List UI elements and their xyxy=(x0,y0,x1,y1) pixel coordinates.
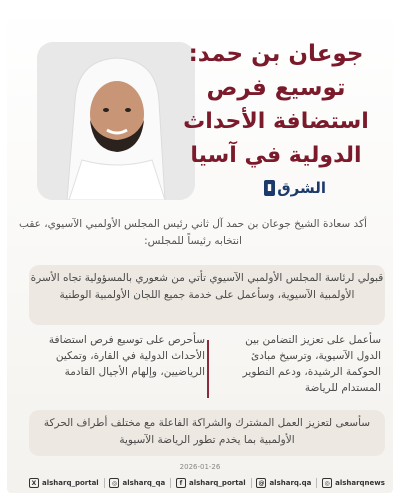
quote-box-2: سأسعى لتعزيز العمل المشترك والشراكة الفاعلة مع مختلف أطراف الحركة الأولمبية بما يخدم تطور الرياضة الآسيوية xyxy=(29,410,385,456)
column-divider xyxy=(207,340,209,398)
footer-separator xyxy=(170,478,171,488)
instagram-icon: ◎ xyxy=(322,478,332,488)
facebook-icon: f xyxy=(176,478,186,488)
publish-date: 2026-01-26 xyxy=(179,463,221,471)
quote-right-column: سأعمل على تعزيز التضامن بين الدول الآسيوية، وترسيخ مبادئ الحوكمة الرشيدة، ودعم التطوير المستدام للرياضة xyxy=(242,334,381,394)
two-column-quotes xyxy=(29,332,385,407)
threads-icon: @ xyxy=(258,479,265,487)
social-handle-label: alsharq_qa xyxy=(122,479,166,487)
social-handle-instagram-news[interactable] xyxy=(322,478,385,488)
footer-separator xyxy=(316,478,317,488)
logo-text: الشرق xyxy=(277,179,326,197)
headline-line-4: الدولية في آسيا xyxy=(190,143,362,168)
social-handle-facebook[interactable] xyxy=(176,478,246,488)
social-handle-instagram[interactable] xyxy=(109,478,165,488)
headline xyxy=(181,37,371,173)
social-handle-label: alsharq_portal xyxy=(188,479,246,487)
footer-separator xyxy=(251,478,252,488)
social-footer xyxy=(29,475,385,491)
social-handle-threads[interactable] xyxy=(256,478,311,488)
infographic-card xyxy=(7,7,393,493)
logo-mark-icon: ▮ xyxy=(264,180,275,196)
social-handle-label: alsharq.qa xyxy=(269,479,312,487)
portrait-photo xyxy=(37,42,195,200)
instagram-icon: ◎ xyxy=(109,478,119,488)
social-handle-label: alsharq_portal xyxy=(42,479,99,487)
x-icon: X xyxy=(29,478,39,488)
headline-line-2: توسيع فرص xyxy=(206,75,346,101)
headline-line-3: استضافة الأحداث xyxy=(183,109,369,134)
social-handle-x[interactable] xyxy=(29,478,99,488)
alsharq-logo xyxy=(264,175,326,201)
quote-box-1: قبولي لرئاسة المجلس الأولمبي الآسيوي تأتي من شعوري بالمسؤولية تجاه الأسرة الأولمبية الآسيوية، وسأعمل على خدمة جميع اللجان الأولمبية الوطنية xyxy=(29,265,385,325)
social-handle-label: alsharqnews xyxy=(335,479,385,487)
quote-left-column: سأحرص على توسيع فرص استضافة الأحداث الدولية في القارة، وتمكين الرياضيين، وإلهام الأجيال القادمة xyxy=(48,334,205,378)
footer-separator xyxy=(104,478,105,488)
lede-paragraph: أكد سعادة الشيخ جوعان بن حمد آل ثاني رئيس المجلس الأولمبي الآسيوي، عقب انتخابه رئيساً للمجلس: xyxy=(19,218,367,247)
headline-line-1: جوعان بن حمد: xyxy=(188,41,364,67)
